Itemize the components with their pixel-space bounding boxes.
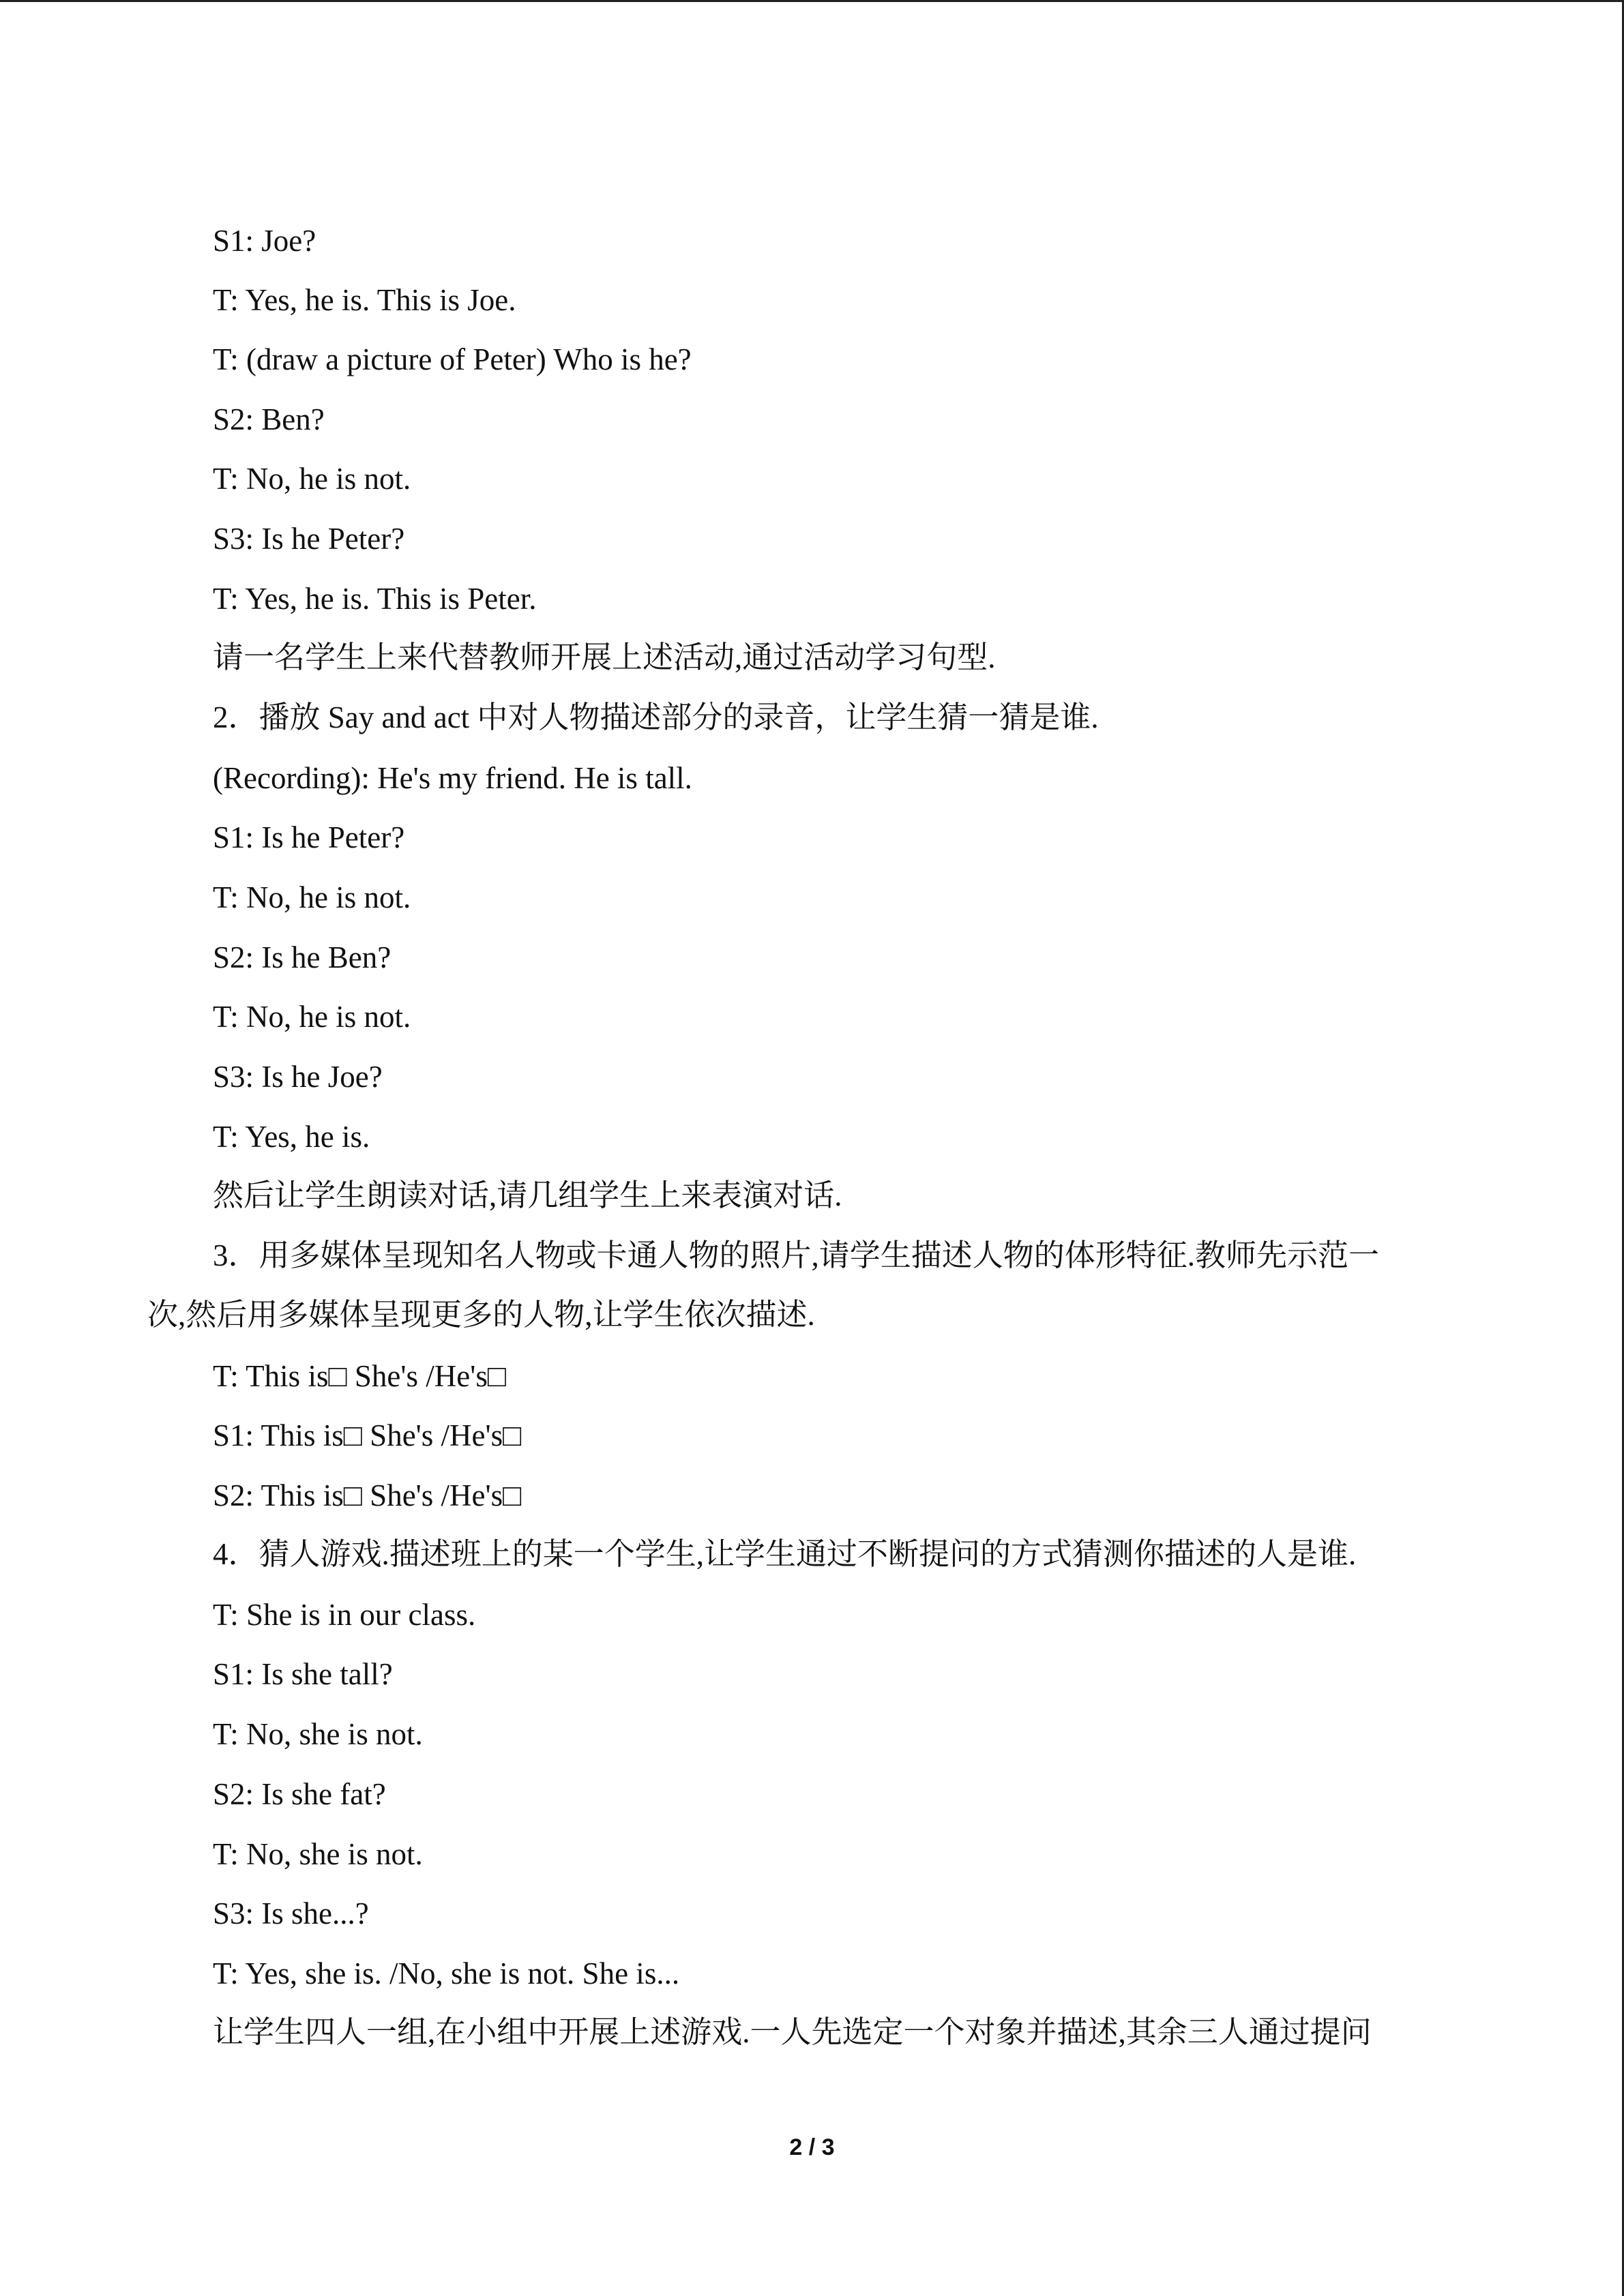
text-line: S2: Ben? [213, 402, 325, 436]
text-line: 3．用多媒体呈现知名人物或卡通人物的照片,请学生描述人物的体形特征.教师先示范一 [213, 1238, 1380, 1272]
text-line: S1: This is□ She's /He's□ [213, 1418, 522, 1452]
text-line: S1: Is she tall? [213, 1657, 393, 1691]
text-line: (Recording): He's my friend. He is tall. [213, 761, 692, 795]
text-line: T: Yes, he is. [213, 1120, 370, 1154]
text-line: T: Yes, she is. /No, she is not. She is... [213, 1956, 680, 1991]
text-line: 让学生四人一组,在小组中开展上述游戏.一人先选定一个对象并描述,其余三人通过提问 [213, 2015, 1372, 2049]
text-line: T: She is in our class. [213, 1598, 476, 1632]
text-line: 次,然后用多媒体呈现更多的人物,让学生依次描述. [147, 1298, 815, 1332]
text-line: S3: Is she...? [213, 1896, 369, 1930]
text-line: S2: This is□ She's /He's□ [213, 1478, 522, 1512]
text-line: T: No, he is not. [213, 462, 411, 496]
text-line: S2: Is he Ben? [213, 940, 392, 974]
text-line: 4．猜人游戏.描述班上的某一个学生,让学生通过不断提问的方式猜测你描述的人是谁. [213, 1537, 1357, 1571]
text-line: T: No, he is not. [213, 1000, 411, 1034]
text-line: T: This is□ She's /He's□ [213, 1359, 507, 1393]
text-line: S1: Is he Peter? [213, 820, 405, 854]
text-line: S3: Is he Joe? [213, 1060, 383, 1094]
text-line: T: No, he is not. [213, 880, 411, 914]
text-line: T: Yes, he is. This is Joe. [213, 283, 516, 317]
text-line: T: No, she is not. [213, 1837, 423, 1871]
page-number: 2 / 3 [789, 2134, 835, 2160]
text-line: 然后让学生朗读对话,请几组学生上来表演对话. [213, 1178, 842, 1212]
text-line: T: No, she is not. [213, 1717, 423, 1751]
text-line: S1: Joe? [213, 224, 316, 258]
text-line: S2: Is she fat? [213, 1777, 386, 1811]
text-line: T: (draw a picture of Peter) Who is he? [213, 342, 692, 376]
text-line: 请一名学生上来代替教师开展上述活动,通过活动学习句型. [213, 640, 996, 674]
text-line: 2．播放 Say and act 中对人物描述部分的录音，让学生猜一猜是谁. [213, 700, 1099, 734]
text-line: T: Yes, he is. This is Peter. [213, 582, 537, 616]
text-line: S3: Is he Peter? [213, 522, 405, 556]
